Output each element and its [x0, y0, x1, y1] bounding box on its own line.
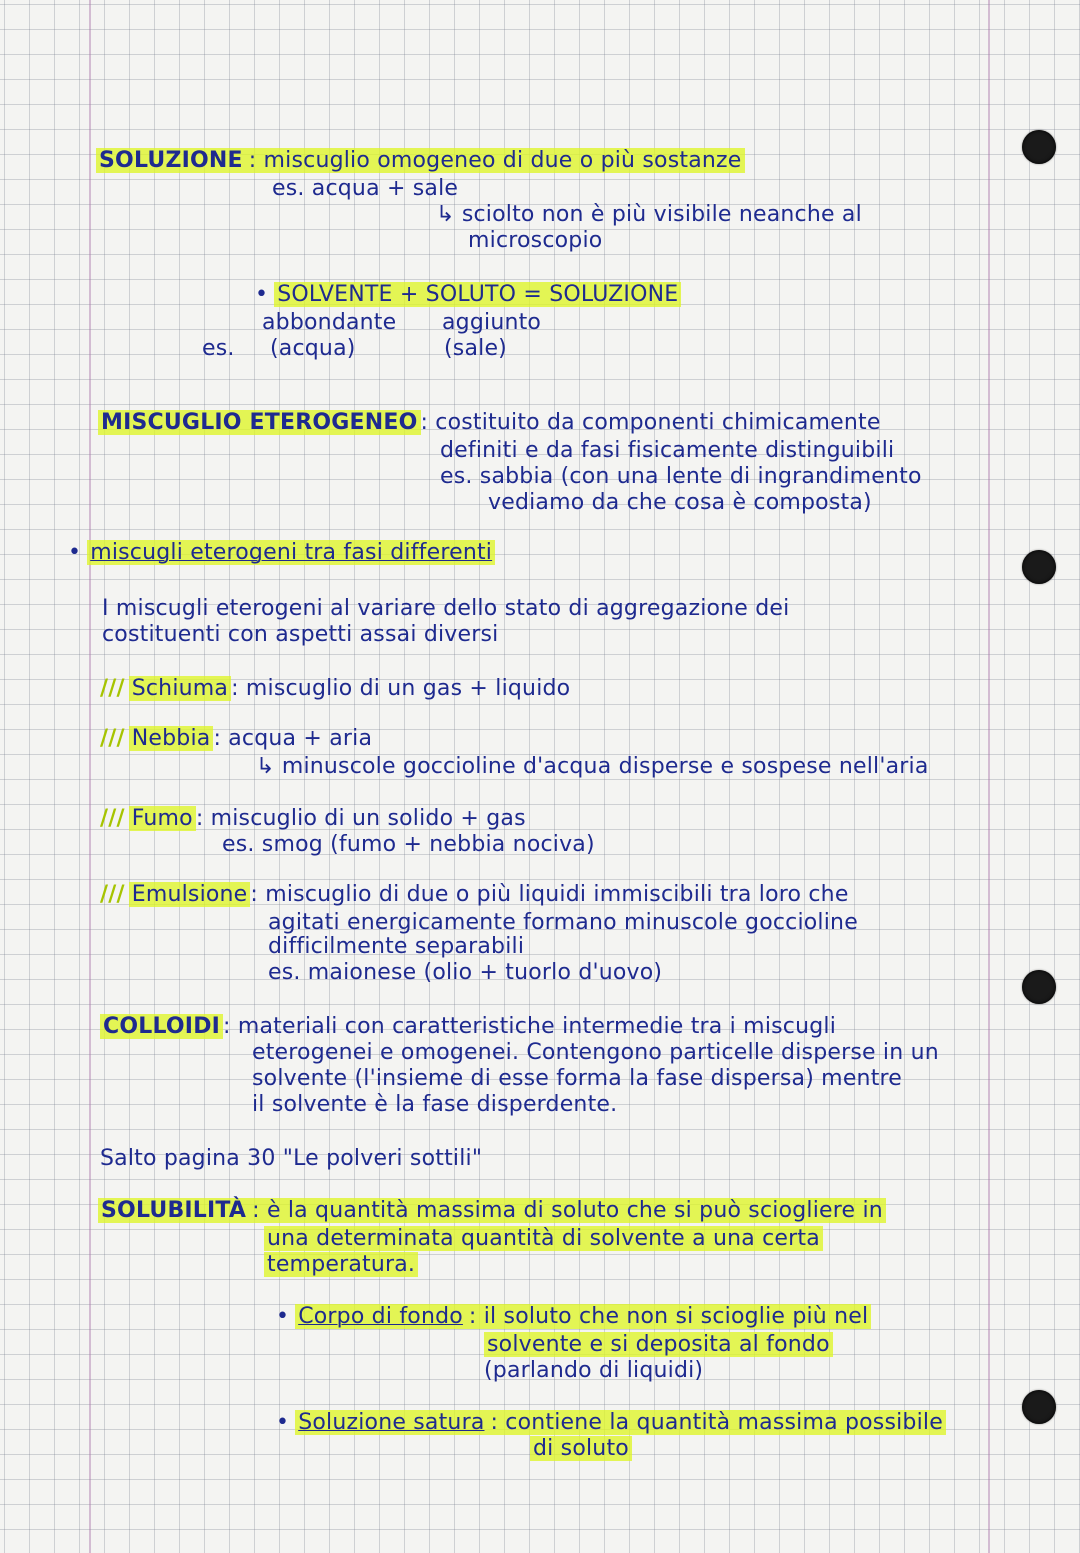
fumo-line — [100, 806, 526, 832]
formula-example-left: (acqua) — [270, 336, 356, 361]
formula-line — [255, 282, 681, 308]
fasi-title: miscugli eterogeni tra fasi differenti — [87, 540, 495, 565]
emulsione-term: Emulsione — [129, 882, 251, 907]
soluzione-definition: : miscuglio omogeneo di due o più sostanze — [246, 148, 745, 173]
soluzione-note-2: microscopio — [468, 228, 603, 253]
nebbia-note: ↳ minuscole goccioline d'acqua disperse e sospese nell'aria — [256, 754, 929, 779]
corpo-def-1: : il soluto che non si scioglie più nel — [466, 1304, 871, 1329]
eterogeneo-def-4: vediamo da che cosa è composta) — [488, 490, 872, 515]
corpo-term: Corpo di fondo — [295, 1304, 466, 1329]
eterogeneo-term: MISCUGLIO ETEROGENEO — [98, 410, 421, 435]
formula-bullet: • — [255, 282, 269, 307]
solubilita-def-3 — [264, 1252, 418, 1278]
schiuma-marker: /// — [100, 676, 125, 701]
fasi-heading — [68, 540, 495, 566]
nebbia-term: Nebbia — [129, 726, 214, 751]
solubilita-def-2 — [264, 1226, 823, 1252]
colloidi-def-2: eterogenei e omogenei. Contengono particelle disperse in un — [252, 1040, 939, 1065]
left-margin-line — [89, 0, 91, 1553]
fasi-intro-2: costituenti con aspetti assai diversi — [102, 622, 499, 647]
colloidi-def-4: il solvente è la fase disperdente. — [252, 1092, 618, 1117]
solubilita-def-1: : è la quantità massima di soluto che si può sciogliere in — [249, 1198, 886, 1223]
satura-def-2 — [530, 1436, 632, 1462]
binder-hole-3 — [1022, 970, 1056, 1004]
soluzione-note-1: ↳ sciolto non è più visibile neanche al — [436, 202, 862, 227]
formula-label-right: aggiunto — [442, 310, 542, 335]
binder-hole-1 — [1022, 130, 1056, 164]
fasi-intro-1: I miscugli eterogeni al variare dello stato di aggregazione dei — [102, 596, 790, 621]
emulsione-def-3: difficilmente separabili — [268, 934, 525, 959]
emulsione-def-2: agitati energicamente formano minuscole goccioline — [268, 910, 858, 935]
satura-def-2-text: di soluto — [530, 1436, 632, 1461]
fumo-def: : miscuglio di un solido + gas — [195, 806, 526, 831]
nebbia-def: : acqua + aria — [213, 726, 373, 751]
corpo-def-2-text: solvente e si deposita al fondo — [484, 1332, 833, 1357]
schiuma-term: Schiuma — [129, 676, 231, 701]
satura-line-1 — [276, 1410, 946, 1436]
colloidi-line-1 — [100, 1014, 836, 1040]
right-margin-line — [988, 0, 990, 1553]
formula-es: es. — [202, 336, 235, 361]
soluzione-example: es. acqua + sale — [272, 176, 459, 201]
solubilita-def-2-text: una determinata quantità di solvente a una certa — [264, 1226, 823, 1251]
fasi-bullet: • — [68, 540, 82, 565]
fumo-example: es. smog (fumo + nebbia nociva) — [222, 832, 595, 857]
corpo-def-3: (parlando di liquidi) — [484, 1358, 704, 1383]
formula-example-right: (sale) — [444, 336, 507, 361]
fumo-term: Fumo — [129, 806, 196, 831]
nebbia-marker: /// — [100, 726, 125, 751]
colloidi-def-3: solvente (l'insieme di esse forma la fase dispersa) mentre — [252, 1066, 903, 1091]
corpo-line-1 — [276, 1304, 871, 1330]
colloidi-term: COLLOIDI — [100, 1014, 223, 1039]
nebbia-line — [100, 726, 372, 752]
formula-text: SOLVENTE + SOLUTO = SOLUZIONE — [274, 282, 681, 307]
formula-label-left: abbondante — [262, 310, 397, 335]
satura-def-1: : contiene la quantità massima possibile — [488, 1410, 946, 1435]
schiuma-line — [100, 676, 570, 702]
emulsione-def-4: es. maionese (olio + tuorlo d'uovo) — [268, 960, 663, 985]
solubilita-def-3-text: temperatura. — [264, 1252, 418, 1277]
eterogeneo-def-3: es. sabbia (con una lente di ingrandimento — [440, 464, 922, 489]
emulsione-marker: /// — [100, 882, 125, 907]
solubilita-line-1 — [98, 1198, 886, 1224]
colloidi-def-1: : materiali con caratteristiche intermedie tra i miscugli — [223, 1014, 837, 1039]
eterogeneo-def-2: definiti e da fasi fisicamente distinguibili — [440, 438, 895, 463]
solubilita-term: SOLUBILITÀ — [98, 1198, 249, 1223]
binder-hole-4 — [1022, 1390, 1056, 1424]
fumo-marker: /// — [100, 806, 125, 831]
eterogeneo-def-1: : costituito da componenti chimicamente — [420, 410, 881, 435]
satura-bullet: • — [276, 1410, 290, 1435]
salto-pagina-note: Salto pagina 30 "Le polveri sottili" — [100, 1146, 483, 1171]
soluzione-term: SOLUZIONE — [96, 148, 246, 173]
binder-hole-2 — [1022, 550, 1056, 584]
soluzione-line — [96, 148, 745, 174]
corpo-bullet: • — [276, 1304, 290, 1329]
satura-term: Soluzione satura — [295, 1410, 487, 1435]
emulsione-line-1 — [100, 882, 849, 908]
schiuma-def: : miscuglio di un gas + liquido — [231, 676, 571, 701]
emulsione-def-1: : miscuglio di due o più liquidi immiscibili tra loro che — [250, 882, 849, 907]
eterogeneo-line-1 — [98, 410, 881, 436]
corpo-def-2 — [484, 1332, 833, 1358]
